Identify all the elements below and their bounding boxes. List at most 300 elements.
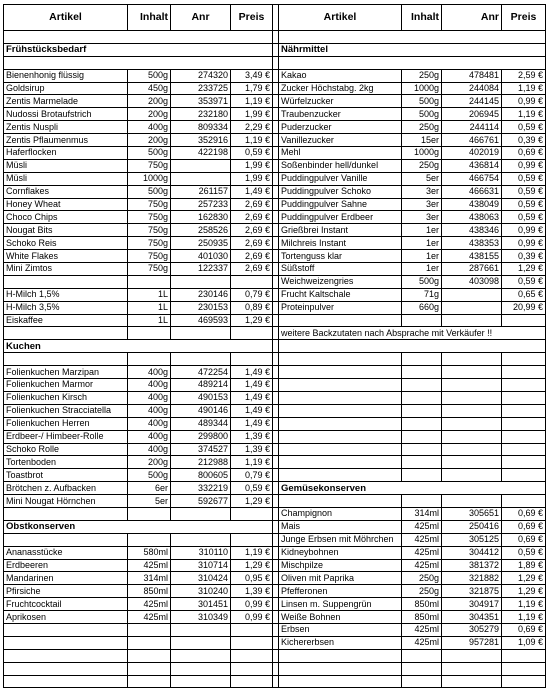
left-artikel: Zentis Nuspli [4,121,128,134]
left-preis: 1,99 € [231,108,273,121]
left-inhalt: 400g [128,443,171,456]
table-row [4,250,546,263]
table-body [4,31,546,688]
left-anr: 352916 [171,134,231,147]
table-row [4,108,546,121]
right-preis [502,353,546,366]
table-row [4,572,546,585]
right-preis: 0,99 € [502,159,546,172]
left-preis: 2,69 € [231,250,273,263]
right-artikel: Zucker Höchstabg. 2kg [279,82,402,95]
left-artikel [4,675,128,688]
left-anr: 299800 [171,430,231,443]
right-anr [442,404,502,417]
left-inhalt: 850ml [128,585,171,598]
right-anr [442,495,502,508]
right-artikel [279,404,402,417]
table-row [4,263,546,276]
right-preis: 0,59 € [502,121,546,134]
right-anr: 466754 [442,172,502,185]
left-anr: 800605 [171,469,231,482]
left-inhalt: 750g [128,159,171,172]
header-anr-left: Anr [171,5,231,31]
left-preis: 0,99 € [231,611,273,624]
right-inhalt: 5er [402,172,442,185]
right-preis: 0,59 € [502,275,546,288]
right-artikel: Mais [279,520,402,533]
left-preis [231,275,273,288]
right-preis [502,430,546,443]
left-anr: 310714 [171,559,231,572]
right-artikel: Vanillezucker [279,134,402,147]
right-inhalt: 1er [402,250,442,263]
table-row [4,456,546,469]
right-preis: 0,59 € [502,185,546,198]
left-anr: 261157 [171,185,231,198]
table-row [4,288,546,301]
left-artikel: White Flakes [4,250,128,263]
right-preis [502,366,546,379]
right-artikel: Würfelzucker [279,95,402,108]
table-row [4,559,546,572]
right-preis: 1,09 € [502,636,546,649]
right-anr: 438155 [442,250,502,263]
right-artikel: Erbsen [279,623,402,636]
right-inhalt: 15er [402,134,442,147]
right-preis: 0,69 € [502,147,546,160]
left-anr: 230146 [171,288,231,301]
right-inhalt: 1er [402,237,442,250]
table-row [4,185,546,198]
left-anr: 490146 [171,404,231,417]
right-artikel [279,353,402,366]
left-inhalt [128,353,171,366]
right-anr [442,430,502,443]
right-preis: 1,29 € [502,585,546,598]
table-row [4,430,546,443]
table-row [4,443,546,456]
right-inhalt: 1000g [402,82,442,95]
table-row [4,134,546,147]
left-artikel: Aprikosen [4,611,128,624]
left-artikel [4,275,128,288]
right-preis: 0,65 € [502,288,546,301]
left-artikel: Erdbeeren [4,559,128,572]
left-artikel: Folienkuchen Kirsch [4,391,128,404]
left-inhalt: 400g [128,430,171,443]
right-artikel: Champignon [279,507,402,520]
left-section-heading: Kuchen [4,340,273,353]
left-inhalt: 580ml [128,546,171,559]
left-artikel: Fruchtcocktail [4,598,128,611]
right-inhalt: 500g [402,275,442,288]
right-artikel [279,443,402,456]
right-anr: 244114 [442,121,502,134]
table-row [4,636,546,649]
left-preis: 2,69 € [231,237,273,250]
right-anr [442,391,502,404]
left-preis: 0,99 € [231,598,273,611]
left-inhalt: 500g [128,185,171,198]
right-artikel: Puddingpulver Sahne [279,198,402,211]
left-inhalt: 200g [128,134,171,147]
left-inhalt: 750g [128,211,171,224]
right-preis [502,675,546,688]
left-artikel: Schoko Rolle [4,443,128,456]
right-anr: 244145 [442,95,502,108]
right-section-heading: Nährmittel [279,43,546,56]
right-preis: 0,39 € [502,250,546,263]
right-anr: 438353 [442,237,502,250]
left-anr [171,159,231,172]
right-artikel: Kakao [279,69,402,82]
table-row [4,340,546,353]
right-inhalt: 250g [402,572,442,585]
right-inhalt [402,404,442,417]
right-anr: 287661 [442,263,502,276]
right-anr [442,417,502,430]
table-row [4,623,546,636]
right-artikel: Traubenzucker [279,108,402,121]
left-preis: 1,29 € [231,559,273,572]
table-row [4,533,546,546]
left-preis: 1,49 € [231,404,273,417]
left-artikel: Folienkuchen Herren [4,417,128,430]
left-preis: 2,69 € [231,198,273,211]
right-anr: 206945 [442,108,502,121]
left-preis: 1,19 € [231,95,273,108]
left-inhalt: 1L [128,288,171,301]
right-preis: 0,99 € [502,237,546,250]
right-anr: 305279 [442,623,502,636]
left-anr: 250935 [171,237,231,250]
right-inhalt: 425ml [402,623,442,636]
left-inhalt [128,275,171,288]
left-anr: 310110 [171,546,231,559]
right-anr [442,379,502,392]
table-row [4,353,546,366]
left-preis: 0,59 € [231,147,273,160]
left-preis: 1,39 € [231,585,273,598]
right-artikel: Grießbrei Instant [279,224,402,237]
left-anr [171,662,231,675]
left-anr: 233725 [171,82,231,95]
left-anr: 310349 [171,611,231,624]
right-inhalt: 425ml [402,546,442,559]
right-anr: 403098 [442,275,502,288]
right-inhalt: 425ml [402,520,442,533]
right-artikel [279,391,402,404]
table-row [4,469,546,482]
left-inhalt: 500g [128,469,171,482]
left-artikel [4,662,128,675]
left-artikel: Cornflakes [4,185,128,198]
right-anr [442,662,502,675]
left-preis: 1,19 € [231,456,273,469]
left-inhalt [128,327,171,340]
left-artikel: Nougat Bits [4,224,128,237]
left-inhalt: 425ml [128,611,171,624]
right-anr: 478481 [442,69,502,82]
right-anr: 957281 [442,636,502,649]
right-preis: 2,59 € [502,69,546,82]
left-inhalt [128,507,171,520]
left-preis: 1,49 € [231,417,273,430]
left-section-heading [4,31,273,44]
left-inhalt [128,533,171,546]
right-inhalt: 250g [402,121,442,134]
table-row [4,366,546,379]
table-row [4,301,546,314]
left-anr [171,623,231,636]
right-inhalt [402,314,442,327]
left-inhalt: 400g [128,391,171,404]
right-section-heading [279,31,546,44]
right-inhalt [402,662,442,675]
right-preis [502,417,546,430]
left-preis: 0,95 € [231,572,273,585]
right-inhalt [402,417,442,430]
right-artikel [279,314,402,327]
table-row [4,546,546,559]
right-preis: 0,59 € [502,211,546,224]
right-inhalt [402,456,442,469]
left-inhalt: 450g [128,82,171,95]
left-inhalt: 1L [128,301,171,314]
right-anr: 304917 [442,598,502,611]
left-inhalt [128,636,171,649]
right-inhalt: 250g [402,159,442,172]
right-preis: 0,69 € [502,507,546,520]
left-inhalt: 400g [128,404,171,417]
right-artikel: Puddingpulver Vanille [279,172,402,185]
right-inhalt: 3er [402,185,442,198]
right-inhalt: 3er [402,198,442,211]
right-anr: 438049 [442,198,502,211]
right-artikel [279,456,402,469]
right-preis [502,649,546,662]
left-inhalt: 750g [128,237,171,250]
right-preis [502,495,546,508]
left-anr: 422198 [171,147,231,160]
right-inhalt: 1er [402,224,442,237]
right-anr [442,353,502,366]
left-preis: 2,29 € [231,121,273,134]
right-preis: 20,99 € [502,301,546,314]
right-preis: 1,19 € [502,611,546,624]
table-row [4,662,546,675]
right-anr: 436814 [442,159,502,172]
table-row [4,82,546,95]
left-artikel: Haferflocken [4,147,128,160]
left-preis [231,675,273,688]
right-inhalt: 850ml [402,611,442,624]
right-anr: 438346 [442,224,502,237]
right-inhalt: 250g [402,69,442,82]
left-preis: 0,89 € [231,301,273,314]
left-anr [171,353,231,366]
left-preis: 1,49 € [231,379,273,392]
left-anr: 489344 [171,417,231,430]
left-anr: 809334 [171,121,231,134]
right-preis: 0,99 € [502,95,546,108]
right-anr [442,469,502,482]
left-inhalt: 314ml [128,572,171,585]
left-preis [231,507,273,520]
right-preis: 1,19 € [502,108,546,121]
table-row [4,379,546,392]
left-artikel: Ananasstücke [4,546,128,559]
left-artikel: Mini Zimtos [4,263,128,276]
left-artikel [4,623,128,636]
right-artikel [279,417,402,430]
left-preis [231,533,273,546]
left-artikel: Nudossi Brotaufstrich [4,108,128,121]
left-anr: 310240 [171,585,231,598]
right-anr [442,649,502,662]
right-preis [502,662,546,675]
left-artikel: Honey Wheat [4,198,128,211]
table-row [4,585,546,598]
left-artikel [4,353,128,366]
right-artikel: Puddingpulver Erdbeer [279,211,402,224]
right-inhalt: 425ml [402,559,442,572]
table-row [4,121,546,134]
right-inhalt [402,675,442,688]
left-anr: 162830 [171,211,231,224]
left-artikel: Folienkuchen Marmor [4,379,128,392]
right-anr: 321882 [442,572,502,585]
left-artikel: Mandarinen [4,572,128,585]
right-anr [442,675,502,688]
table-row [4,172,546,185]
left-artikel: H-Milch 3,5% [4,301,128,314]
right-preis: 0,69 € [502,623,546,636]
right-artikel: Kidneybohnen [279,546,402,559]
left-inhalt [128,649,171,662]
left-anr: 374527 [171,443,231,456]
right-artikel: Soßenbinder hell/dunkel [279,159,402,172]
left-artikel: H-Milch 1,5% [4,288,128,301]
left-anr: 592677 [171,495,231,508]
left-anr: 490153 [171,391,231,404]
table-row [4,314,546,327]
table-row [4,404,546,417]
left-inhalt: 500g [128,147,171,160]
left-anr [171,327,231,340]
right-artikel [279,649,402,662]
right-inhalt: 1er [402,263,442,276]
right-preis: 0,69 € [502,533,546,546]
left-artikel: Choco Chips [4,211,128,224]
right-artikel: Süßstoff [279,263,402,276]
left-inhalt: 200g [128,456,171,469]
table-row [4,43,546,56]
right-preis: 0,59 € [502,546,546,559]
header-inhalt-left: Inhalt [128,5,171,31]
left-preis: 1,99 € [231,159,273,172]
table-row [4,147,546,160]
table-row [4,198,546,211]
right-preis [502,456,546,469]
table-row [4,507,546,520]
left-preis: 1,39 € [231,443,273,456]
left-anr: 472254 [171,366,231,379]
right-artikel [279,366,402,379]
left-anr [171,172,231,185]
table-row [4,69,546,82]
header-inhalt-right: Inhalt [402,5,442,31]
right-anr: 244084 [442,82,502,95]
left-artikel: Goldsirup [4,82,128,95]
right-anr: 381372 [442,559,502,572]
right-inhalt [402,366,442,379]
left-anr: 489214 [171,379,231,392]
left-preis: 1,79 € [231,82,273,95]
table-row [4,211,546,224]
left-inhalt: 400g [128,417,171,430]
left-section-heading [4,56,273,69]
right-inhalt: 850ml [402,598,442,611]
left-anr: 212988 [171,456,231,469]
right-anr: 438063 [442,211,502,224]
right-section-heading [279,340,546,353]
left-preis [231,623,273,636]
left-anr: 301451 [171,598,231,611]
right-preis: 1,29 € [502,263,546,276]
right-artikel: Puderzucker [279,121,402,134]
table-row [4,327,546,340]
left-inhalt: 400g [128,379,171,392]
right-preis: 1,19 € [502,598,546,611]
header-preis-left: Preis [231,5,273,31]
left-inhalt: 500g [128,69,171,82]
left-artikel [4,533,128,546]
left-preis: 1,49 € [231,391,273,404]
left-anr: 274320 [171,69,231,82]
left-artikel: Folienkuchen Stracciatella [4,404,128,417]
right-preis: 0,69 € [502,520,546,533]
header-row [4,5,546,31]
right-preis [502,314,546,327]
left-artikel: Bienenhonig flüssig [4,69,128,82]
left-anr [171,507,231,520]
right-section-heading: Gemüsekonserven [279,482,546,495]
table-row [4,159,546,172]
right-artikel: Frucht Kaltschale [279,288,402,301]
left-inhalt: 6er [128,482,171,495]
right-anr [442,366,502,379]
right-artikel: Pfefferonen [279,585,402,598]
table-row [4,95,546,108]
left-anr: 232180 [171,108,231,121]
right-anr: 304351 [442,611,502,624]
right-artikel: Mehl [279,147,402,160]
left-anr: 401030 [171,250,231,263]
right-preis [502,391,546,404]
right-artikel: Puddingpulver Schoko [279,185,402,198]
left-inhalt [128,623,171,636]
table-row [4,675,546,688]
right-artikel: Linsen m. Suppengrün [279,598,402,611]
right-anr: 402019 [442,147,502,160]
left-anr [171,675,231,688]
table-row [4,391,546,404]
right-artikel [279,430,402,443]
table-row [4,649,546,662]
table-row [4,495,546,508]
left-anr [171,533,231,546]
